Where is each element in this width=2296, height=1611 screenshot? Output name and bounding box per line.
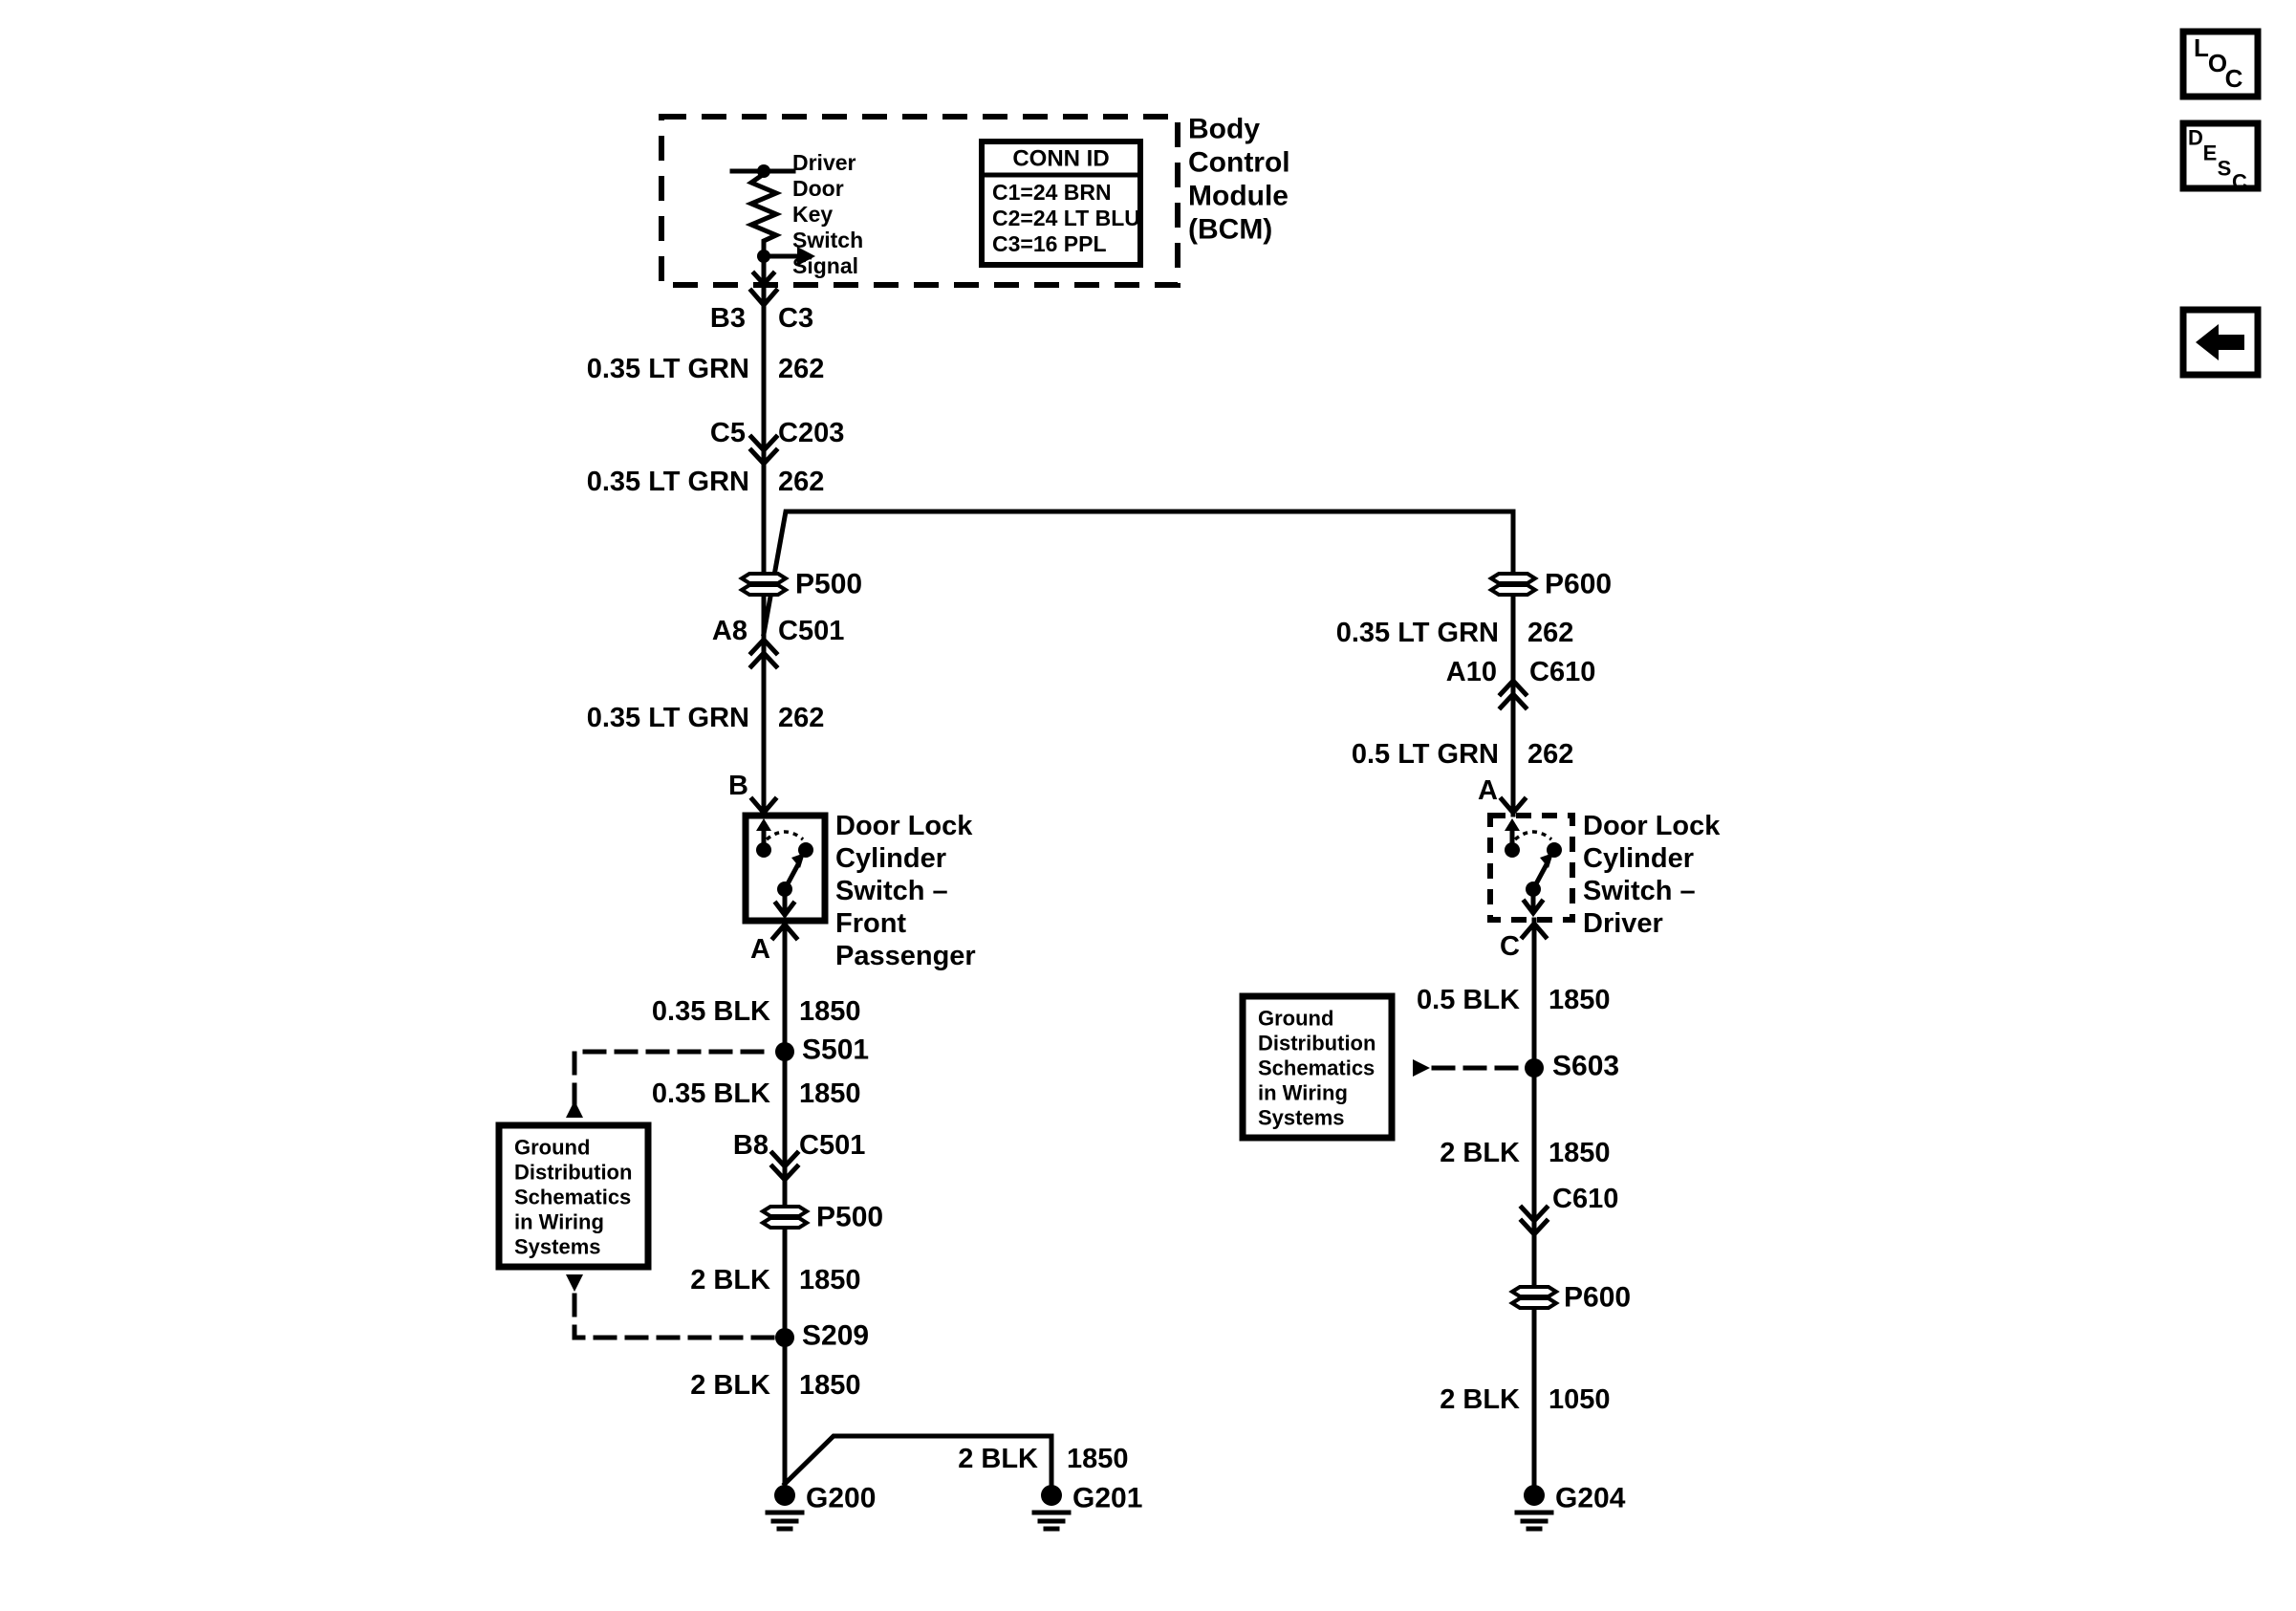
ref-box-line: in Wiring xyxy=(514,1209,604,1234)
switch-title-line: Cylinder xyxy=(835,843,947,874)
component-label: S209 xyxy=(802,1319,870,1352)
back-arrow-icon xyxy=(2196,324,2244,360)
wire-circuit-label: 1850 xyxy=(1549,1138,1611,1168)
pin-label: C xyxy=(1500,931,1520,962)
up-arrowhead xyxy=(1505,818,1520,831)
connector-label: C501 xyxy=(778,616,845,646)
door-lock-cylinder-switch-driver xyxy=(1490,816,1572,920)
right-switch-title xyxy=(1583,811,1721,939)
connector-label: C610 xyxy=(1529,657,1596,687)
resistor-zigzag xyxy=(751,174,776,250)
connector-label: C3 xyxy=(778,303,814,334)
switch-contact-dot xyxy=(756,842,771,858)
wire-circuit-label: 262 xyxy=(778,703,825,733)
switch-travel-arc xyxy=(1515,832,1551,839)
left-switch-title xyxy=(835,811,976,971)
wire-circuit-label: 1850 xyxy=(799,996,861,1027)
loc-letter: L xyxy=(2194,33,2209,62)
ref-arrow-down xyxy=(566,1274,583,1292)
bcm-title xyxy=(1188,114,1290,246)
branch-wire-to-right xyxy=(764,512,1513,634)
switch-title-line: Door Lock xyxy=(1583,811,1721,841)
component-label: S501 xyxy=(802,1034,870,1066)
grommet-bar xyxy=(742,574,786,583)
wire-circuit-label: 1050 xyxy=(1549,1384,1611,1415)
grommet-bar xyxy=(1491,585,1535,595)
switch-title-line: Switch – xyxy=(1583,876,1696,906)
conn-id-row: C3=16 PPL xyxy=(992,231,1107,256)
ref-box-line: Schematics xyxy=(514,1185,632,1209)
pin-label: B xyxy=(728,771,748,801)
wire-circuit-label: 1850 xyxy=(1549,985,1611,1015)
grommet-bar xyxy=(742,585,786,595)
ground-dot xyxy=(774,1485,795,1506)
signal-label-line: Door xyxy=(792,176,844,201)
wire-spec-label: 2 BLK xyxy=(690,1265,770,1295)
switch-lever xyxy=(1533,864,1547,889)
ref-arrow-right xyxy=(1413,1059,1430,1077)
component-label: S603 xyxy=(1552,1050,1620,1082)
ref-box-line: Systems xyxy=(1258,1105,1345,1130)
wire-spec-label: 2 BLK xyxy=(958,1444,1038,1474)
switch-title-line: Cylinder xyxy=(1583,843,1695,874)
right-branch xyxy=(1243,569,1721,1530)
pin-label: A xyxy=(750,934,770,965)
wire-spec-label: 0.35 LT GRN xyxy=(586,467,749,497)
desc-letter: S xyxy=(2217,156,2232,181)
ground-g200 xyxy=(768,1485,802,1529)
ref-box-line: Ground xyxy=(514,1135,591,1160)
wire-circuit-label: 1850 xyxy=(1067,1444,1129,1474)
door-lock-cylinder-switch-front-passenger xyxy=(746,816,825,921)
bcm-module xyxy=(661,114,1290,286)
pin-label: B3 xyxy=(709,303,746,334)
conn-id-row: C1=24 BRN xyxy=(992,180,1112,205)
pin-label: A10 xyxy=(1445,657,1497,687)
left-branch xyxy=(499,291,1142,1529)
conn-id-row: C2=24 LT BLU xyxy=(992,206,1140,230)
grommet-bar xyxy=(1512,1298,1556,1308)
switch-title-line: Front xyxy=(835,908,907,939)
loc-button[interactable] xyxy=(2183,32,2258,97)
ground-g201 xyxy=(1034,1485,1069,1529)
grommet-bar xyxy=(1491,574,1535,583)
wire-spec-label: 0.35 LT GRN xyxy=(586,703,749,733)
wire-circuit-label: 1850 xyxy=(799,1078,861,1109)
up-arrowhead xyxy=(756,818,771,831)
wire-spec-label: 0.35 BLK xyxy=(651,1078,770,1109)
conn-id-title: CONN ID xyxy=(1012,145,1110,172)
bcm-signal-label xyxy=(792,150,863,278)
switch-title-line: Driver xyxy=(1583,908,1663,939)
wire-circuit-label: 262 xyxy=(778,354,825,384)
connector-label: C610 xyxy=(1552,1184,1619,1214)
wire-circuit-label: 1850 xyxy=(799,1265,861,1295)
ref-box-line: Distribution xyxy=(514,1160,633,1185)
wire-spec-label: 0.35 LT GRN xyxy=(1335,618,1499,648)
loc-letter: O xyxy=(2207,49,2228,77)
wire-circuit-label: 262 xyxy=(1527,739,1574,770)
grommet-bar xyxy=(1512,1287,1556,1296)
p600-grommet-top xyxy=(1491,574,1535,595)
splice-dot-s501 xyxy=(775,1042,794,1061)
desc-letter: C xyxy=(2232,169,2247,194)
ref-box-line: Systems xyxy=(514,1234,601,1259)
connector-label: C501 xyxy=(799,1130,866,1161)
ref-dashed-link-s209 xyxy=(574,1295,772,1338)
p500-grommet-top xyxy=(742,574,786,595)
pin-label: A8 xyxy=(711,616,747,646)
signal-label-line: Switch xyxy=(792,228,864,252)
switch-title-line: Door Lock xyxy=(835,811,973,841)
switch-title-line: Switch – xyxy=(835,876,948,906)
wire-circuit-label: 262 xyxy=(778,467,825,497)
wire-circuit-label: 262 xyxy=(1527,618,1574,648)
switch-contact-dot xyxy=(1505,842,1520,858)
ref-box-line: Schematics xyxy=(1258,1056,1375,1080)
ref-box-line: Ground xyxy=(1258,1006,1334,1031)
wire-circuit-label: 1850 xyxy=(799,1370,861,1401)
loc-letter: C xyxy=(2224,64,2243,93)
component-label: G201 xyxy=(1072,1482,1143,1514)
component-label: G204 xyxy=(1555,1482,1626,1514)
bcm-title-line: (BCM) xyxy=(1188,213,1273,246)
ground-g204 xyxy=(1517,1485,1551,1529)
signal-label-line: Signal xyxy=(792,253,859,278)
signal-label-line: Key xyxy=(792,202,834,227)
signal-label-line: Driver xyxy=(792,150,856,175)
desc-letter: E xyxy=(2202,141,2218,165)
connector-label: C203 xyxy=(778,418,845,448)
component-label: P600 xyxy=(1564,1281,1632,1314)
wire-spec-label: 2 BLK xyxy=(690,1370,770,1401)
component-label: P500 xyxy=(816,1201,884,1233)
component-label: P500 xyxy=(795,568,863,600)
component-label: G200 xyxy=(806,1482,877,1514)
desc-button[interactable] xyxy=(2183,123,2258,194)
ground-dot xyxy=(1524,1485,1545,1506)
switch-title-line: Passenger xyxy=(835,941,976,971)
switch-travel-arc xyxy=(767,832,803,839)
splice-dot-s603 xyxy=(1525,1058,1544,1078)
desc-letter: D xyxy=(2188,125,2203,150)
pin-label: A xyxy=(1478,775,1498,806)
bcm-title-line: Control xyxy=(1188,146,1290,179)
wire-spec-label: 0.5 BLK xyxy=(1417,985,1520,1015)
ref-box-line: in Wiring xyxy=(1258,1080,1348,1105)
p600-grommet-bottom xyxy=(1512,1287,1556,1308)
switch-lever xyxy=(785,864,798,889)
pin-label: C5 xyxy=(709,418,746,448)
wire-spec-label: 0.35 LT GRN xyxy=(586,354,749,384)
back-button[interactable] xyxy=(2183,310,2258,375)
pin-label: B8 xyxy=(732,1130,769,1161)
ref-box-line: Distribution xyxy=(1258,1031,1376,1056)
viewer-controls xyxy=(2183,32,2258,375)
wire-spec-label: 0.35 BLK xyxy=(651,996,770,1027)
bcm-title-line: Body xyxy=(1188,113,1260,145)
bcm-title-line: Module xyxy=(1188,180,1289,212)
p500-grommet-bottom xyxy=(763,1207,807,1228)
wire-spec-label: 2 BLK xyxy=(1440,1384,1520,1415)
ground-distribution-ref-right xyxy=(1243,996,1523,1138)
wire-spec-label: 0.5 LT GRN xyxy=(1351,739,1499,770)
ground-dot xyxy=(1041,1485,1062,1506)
grommet-bar xyxy=(763,1218,807,1228)
conn-id-table xyxy=(982,142,1140,265)
component-label: P600 xyxy=(1545,568,1613,600)
splice-dot-s209 xyxy=(775,1328,794,1347)
wire-spec-label: 2 BLK xyxy=(1440,1138,1520,1168)
grommet-bar xyxy=(763,1207,807,1216)
